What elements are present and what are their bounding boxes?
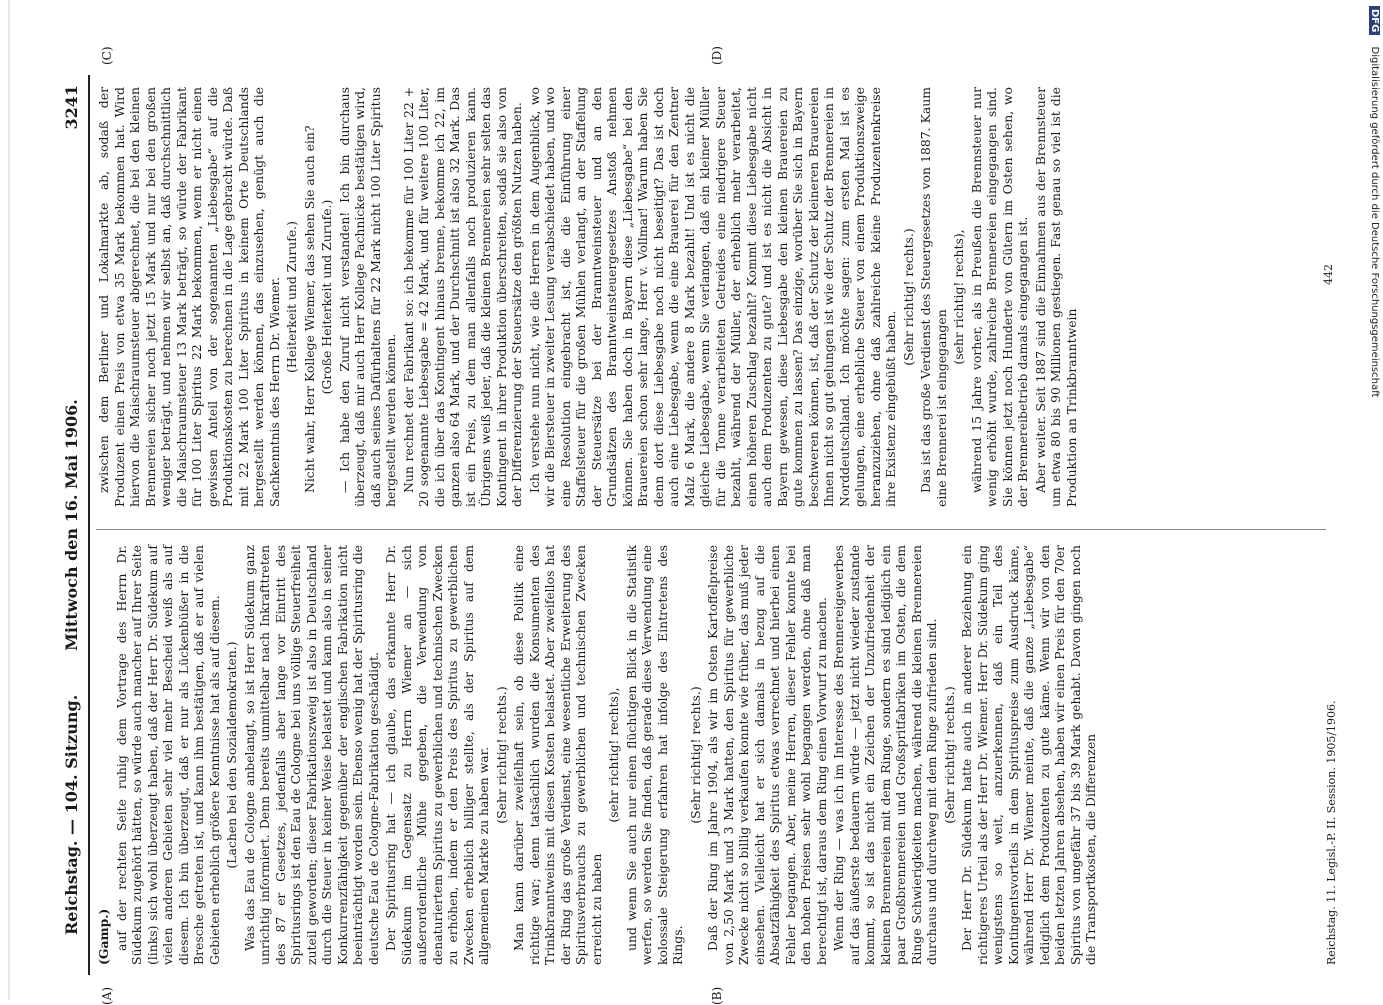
paragraph: (sehr richtig! rechts),: [606, 687, 621, 823]
paragraph: (Sehr richtig! rechts.): [687, 686, 703, 824]
header-left: Reichstag. — 104. Sitzung.: [62, 694, 81, 935]
paragraph: Nicht wahr, Herr Kollege Wiemer, das sehen Sie auch ein?: [301, 125, 317, 493]
margin-marker-c: (C): [100, 46, 114, 65]
paragraph: zwischen dem Berliner und Lokalmarkte ab, sodaß der Produzent einen Preis von etwa 35 Mark bekommen hat. Wird hiervon die Maischraumsteuer abgerechnet, die bei den kleinen Brennereien sicher noch jetzt 15 Mark und nur bei den großen weniger beträgt, und nehmen wir selbst an, daß durchschnittlich die Maischraumsteuer 13 Mark beträgt, so würde der Fabrikant für 100 Liter Spiritus 22 Mark bekommen, wenn er nicht einen gewissen Anteil von der sogenannten „Liebesgabe“ auf die Produktionskosten zu berechnen in die Lage gebracht würde. Daß mit 22 Mark 100 Liter Spiritus in keinem Orte Deutschlands hergestellt werden können, das einzusehen, genügt auch die Sachkenntnis des Herrn Dr. Wiemer.: [96, 87, 282, 507]
paragraph: (Große Heiterkeit und Zurufe.): [319, 199, 334, 395]
paragraph: Wenn der Ring — was ich im Interesse des Brennereigewerbes auf das äußerste bedauern würde — jetzt nicht wieder zustande kommt, so ist das nicht ein Zeichen der Unzufriedenheit der kleinen Brennereien mit dem Ringe, sondern es sind lediglich ein paar Großbrennereien und Großspritfabriken im Osten, die dem Ringe Schwierigkeiten machen, während die kleinen Brennereien durchaus und durchweg mit dem Ringe zufrieden sind.: [831, 545, 939, 965]
paragraph: (Lachen bei den Sozialdemokraten.): [224, 641, 239, 869]
paragraph: Das ist das große Verdienst des Steuergesetzes von 1887. Kaum eine Brennerei ist eingegangen: [918, 87, 949, 507]
paragraph: Was das Eau de Cologne anbelangt, so ist Herr Südekum ganz unrichtig informiert. Denn bereits unmittelbar nach Inkrafttreten des 87 er Gesetzes, jedenfalls aber lange vor Eintritt des Spiritusrings ist den Eau de Cologne bei uns völlige Steuerfreiheit zuteil geworden; dieser Fabrikationszweig ist also in Deutschland durch die Steuer in keiner Weise belastet und kann also in seiner Konkurrenzfähigkeit gegenüber der englischen Fabrikation nicht beeinträchtigt worden sein. Ebenso wenig hat der Spiritusring die deutsche Eau de Cologne-Fabrikation geschädigt.: [241, 545, 381, 965]
digitization-text: Digitalisierung gefördert durch die Deutsche Forschungsgemeinschaft: [1369, 46, 1380, 398]
paragraph: Der Herr Dr. Südekum hatte auch in anderer Beziehung ein richtigeres Urteil als der Herr Dr. Wiemer. Herr Dr. Südekum ging wenigstens so weit, anzuerkennen, daß ein Teil des Kontingentsvorteils in dem Spirituspreise zum Ausdruck käme, während Herr Dr. Wiemer meinte, daß die ganze „Liebesgabe“ lediglich dem Produzenten zu gute käme. Wenn wir von den beiden letzten Jahren absehen, haben wir einen Preis für den 70er Spiritus von ungefähr 37 bis 39 Mark gehabt. Davon gingen noch die Transportkosten, die Differenzen: [959, 545, 1098, 965]
right-column: [96, 87, 1081, 507]
column-divider: [96, 529, 1326, 530]
paragraph: Man kann darüber zweifelhaft sein, ob diese Politik eine richtige war; denn tatsächlich wurden die Konsumenten des Trinkbranntweins mit diesen Kosten belastet. Aber zweifellos hat der Ring das große Verdienst, eine wesentliche Erweiterung des Spiritusverbrauchs zu gewerblichen und technischen Zwecken erreicht zu haben: [511, 545, 604, 965]
margin-marker-a: (A): [100, 986, 114, 1005]
page-number: 3241: [62, 85, 81, 130]
paragraph: Der Spiritusring hat — ich glaube, das erkannte Herr Dr. Südekum im Gegensatz zu Herrn Wiemer an — sich außerordentliche Mühe gegeben, die Verwendung von denaturiertem Spiritus zu gewerblichen und technischen Zwecken zu erhöhen, indem er den Preis des Spiritus zu gewerblichen Zwecken erheblich billiger stellte, als der Spiritus auf dem allgemeinen Markte zu haben war.: [383, 545, 491, 965]
right-paragraphs: [96, 87, 1079, 507]
paragraph: (Sehr richtig! rechts.): [900, 228, 916, 366]
paragraph: während 15 Jahre vorher, als in Preußen die Brennsteuer nur wenig erhöht wurde, zahlreiche Brennereien eingegangen sind. Sie können jetzt noch Hunderte von Gütern im Osten sehen, wo der Brennereibetrieb damals eingegangen ist.: [968, 87, 1030, 507]
paragraph: (Sehr richtig! rechts.): [493, 686, 509, 824]
paragraph: (Heiterkeit und Zurufe.): [284, 221, 299, 373]
paragraph: Ich verstehe nun nicht, wie die Herren in dem Augenblick, wo wir die Biersteuer in zweiter Lesung verabschiedet haben, und wo eine Resolution eingebracht ist, die die Einführung einer Staffelsteuer für die großen Mühlen verlangt, an der Staffelung der Steuersätze bei der Branntweinsteuer und an den Grundsätzen des Branntweinsteuergesetzes Anstoß nehmen können. Sie haben doch in Bayern diese „Liebesgabe“ bei den Brauereien schon sehr lange, Herr v. Vollmar! Warum haben Sie denn dort diese Liebesgabe noch nicht beseitigt? Das ist doch auch eine Liebesgabe, wenn die eine Brauerei für den Zentner Malz 6 Mark, die andere 8 Mark bezahlt! Und ist es nicht die gleiche Liebesgabe, wenn Sie verlangen, daß ein kleiner Müller für die Tonne verarbeiteten Getreides eine niedrigere Steuer bezahlt, während der Müller, der erheblich mehr verarbeitet, einen höheren Zuschlag bezahlt? Kommt diese Liebesgabe nicht auch dem Produzenten zu gute? und ist es nicht die Absicht in Bayern gewesen, diese Liebesgabe den kleinen Brauereien zu gute kommen zu lassen? Das einzige, worüber Sie sich in Bayern beschweren können, ist, daß der Schutz der kleineren Brauereien Ihnen nicht so gut gelungen ist wie der Schutz der Brennereien in Norddeutschland. Ich möchte sagen: zum ersten Mal ist es gelungen, eine erhebliche Steuer von einem Produktionszweige heranzuziehen, ohne daß zahlreiche kleine Produzentenkreise ihre Existenz eingebüßt haben.: [526, 87, 898, 507]
paragraph: — Ich habe den Zuruf nicht verstanden! Ich bin durchaus überzeugt, daß mir auch Herr Kollege Pachnicke bestätigen wird, daß auch seines Dafürhaltens für 22 Mark nicht 100 Liter Spiritus hergestellt werden können.: [336, 87, 398, 507]
paragraph: (sehr richtig! rechts),: [951, 229, 966, 365]
header-rule: [88, 75, 90, 975]
scan-edge: [8, 0, 10, 1000]
speaker-tag: (Gamp.): [96, 908, 111, 965]
margin-marker-b: (B): [710, 986, 724, 1005]
paragraph: Nun rechnet der Fabrikant so: ich bekomme für 100 Liter 22 + 20 sogenannte Liebesgabe = 42 Mark, und für weitere 100 Liter, die ich über das Kontingent hinaus brenne, bekomme ich 22, im ganzen also 64 Mark, und der Durchschnitt ist also 32 Mark. Das ist ein Preis, zu dem man allenfalls noch produzieren kann. Übrigens weiß jeder, daß die kleinen Brennereien sehr selten das Kontingent in ihrer Produktion überschreiten, sodaß sie also von der Differenzierung der Steuersätze den größten Nutzen haben.: [400, 87, 524, 507]
dfg-logo: DFG: [1369, 6, 1380, 35]
page-footer: Reichstag. 11. Legisl.-P. II. Session. 1905/1906.: [1325, 700, 1338, 965]
header-date: Mittwoch den 16. Mai 1906.: [62, 399, 81, 651]
left-paragraphs: [114, 545, 1099, 965]
footer-page-mark: 442: [1322, 264, 1335, 285]
paragraph: (Sehr richtig! rechts.): [941, 686, 957, 824]
left-column: [96, 545, 1101, 965]
digitization-note: [1366, 6, 1380, 994]
rotated-page-content: [60, 46, 1340, 1005]
paragraph: und wenn Sie auch nur einen flüchtigen Blick in die Statistik werfen, so werden Sie finden, daß gerade diese Verwendung eine kolossale Steigerung erfahren hat infolge des Eintretens des Rings.: [623, 545, 685, 965]
paragraph: Daß der Ring im Jahre 1904, als wir im Osten Kartoffelpreise von 2,50 Mark und 3 Mark hatten, den Spiritus für gewerbliche Zwecke nicht so billig verkaufen konnte wie früher, das muß jeder einsehen. Vielleicht hat er sich damals in bezug auf die Absatzfähigkeit des Spiritus etwas verrechnet und hierbei einen Fehler begangen. Aber, meine Herren, dieser Fehler konnte bei den hohen Preisen sehr wohl begangen werden, ohne daß man berechtigt ist, daraus dem Ring einen Vorwurf zu machen.: [705, 545, 829, 965]
margin-marker-d: (D): [710, 46, 724, 65]
page-header: [60, 75, 86, 975]
paragraph: auf der rechten Seite ruhig dem Vortrage des Herrn Dr. Südekum zugehört hätten, so würde auch mancher auf Ihrer Seite (links) sich wohl überzeugt haben, daß der Herr Dr. Südekum auf vielen anderen Gebieten sehr viel mehr Bescheid weiß als auf diesem. Ich bin überzeugt, daß er nur als Lückenbüßer in die Bresche getreten ist, und kann ihm bestätigen, daß er auf vielen Gebieten erheblich größere Kenntnisse hat als auf diesem.: [113, 545, 222, 965]
paragraph: Aber weiter. Seit 1887 sind die Einnahmen aus der Brennsteuer um etwa 80 bis 90 Millionen gestiegen. Fast genau so viel ist die Produktion an Trinkbranntwein: [1032, 87, 1079, 507]
